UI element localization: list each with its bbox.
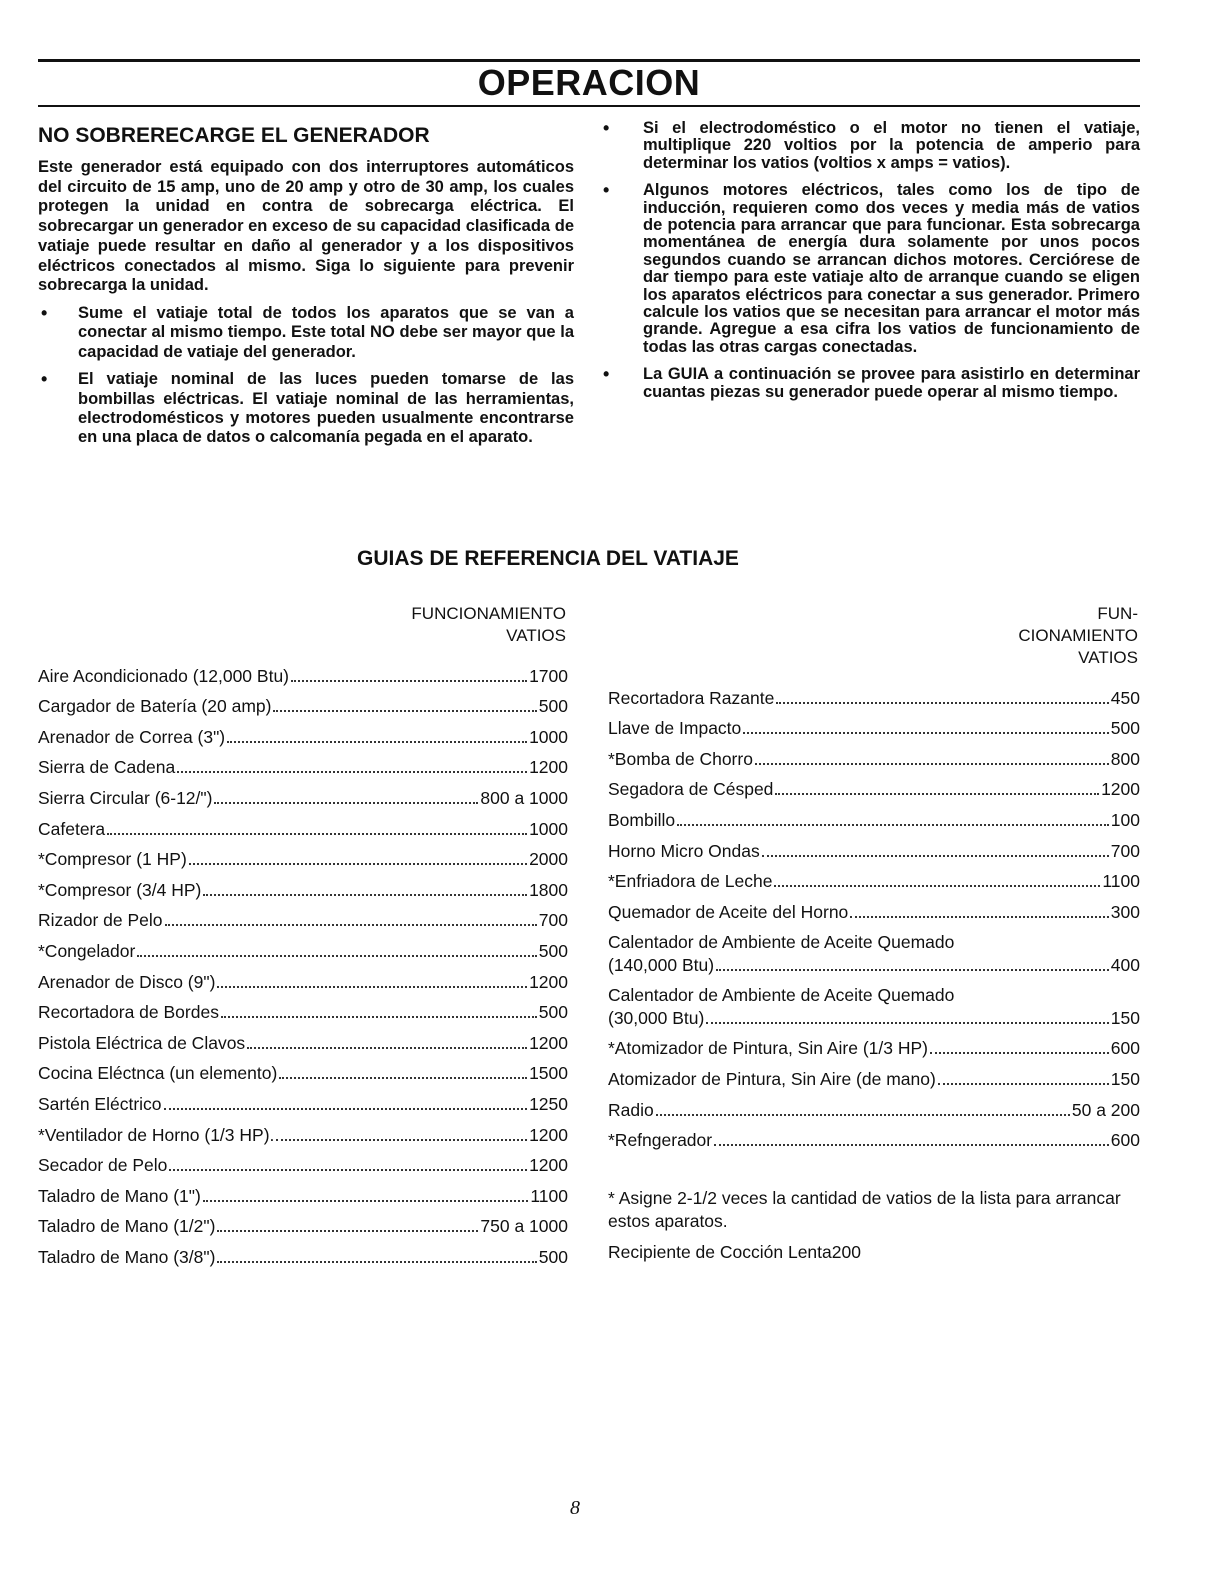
appliance-name: Recortadora Razante <box>608 687 775 708</box>
dot-leader <box>247 1047 527 1049</box>
bullet-item: • Algunos motores eléctricos, tales como los de tipo de inducción, requieren como dos veces y media más de vatios de potencia para arrancar que para funcionar. Esta sobrecarga momentánea de energía dura solamente por unos pocos segundos cuando se arrancan dichos motores. Cerciórese de dar tiempo para este vatiaje alto de arranque cuando se eligen los aparatos eléctricos para conectar a sus generador. Primero calcule los vatios que se necesitan para arrancar el motor más grande. Agregue a esa cifra los vatios de funcionamiento de todas las otras cargas conectadas. <box>603 180 1140 356</box>
dot-leader <box>291 680 527 682</box>
watts-value: 1250 <box>529 1093 568 1114</box>
dot-leader <box>165 924 537 926</box>
wattage-row <box>38 718 568 749</box>
appliance-name: Taladro de Mano (1/2") <box>38 1216 216 1237</box>
wattage-row <box>608 1122 1140 1153</box>
dot-leader <box>755 763 1109 765</box>
watts-value: 500 <box>538 696 568 717</box>
watts-value: 450 <box>1110 687 1140 708</box>
wattage-row <box>608 863 1140 894</box>
appliance-name: Sartén Eléctrico <box>38 1093 162 1114</box>
wattage-row <box>608 1091 1140 1122</box>
wattage-row <box>38 1024 568 1055</box>
overload-heading: NO SOBRERECARGE EL GENERADOR <box>38 124 430 147</box>
appliance-name: *Congelador <box>38 940 136 961</box>
bullet-icon: • <box>41 302 48 323</box>
wattage-row <box>608 710 1140 741</box>
bullet-item: • El vatiaje nominal de las luces pueden tomarse de las bombillas eléctricas. El vatiaje nominal de las herramientas, electrodomésticos y motores pueden usualmente encontrarse en una placa de datos o calcomanía pegada en el aparato. <box>41 369 574 447</box>
appliance-name: Recortadora de Bordes <box>38 1002 219 1023</box>
appliance-name: Rizador de Pelo <box>38 910 163 931</box>
left-column-header: FUNCIONAMIENTO VATIOS <box>411 604 566 645</box>
dot-leader <box>203 1200 529 1202</box>
bullet-icon: • <box>603 118 610 138</box>
wattage-row <box>38 779 568 810</box>
wattage-row <box>38 1177 568 1208</box>
wattage-row <box>38 871 568 902</box>
wattage-row <box>608 924 1140 977</box>
appliance-name: Quemador de Aceite del Horno <box>608 901 849 922</box>
dot-leader <box>775 793 1099 795</box>
dot-leader <box>221 1016 537 1018</box>
watts-value: 700 <box>1110 840 1140 861</box>
dot-leader <box>273 710 536 712</box>
dot-leader <box>169 1169 527 1171</box>
watts-value: 1100 <box>530 1185 568 1206</box>
dot-leader <box>189 863 527 865</box>
bullet-icon: • <box>603 180 610 201</box>
watts-value: 1800 <box>529 879 568 900</box>
dot-leader <box>203 894 527 896</box>
watts-value: 100 <box>1110 809 1140 830</box>
watts-value: 1200 <box>1101 779 1140 800</box>
extra-item: Recipiente de Cocción Lenta200 <box>608 1242 861 1262</box>
wattage-row <box>608 1060 1140 1091</box>
watts-value: 1200 <box>529 1032 568 1053</box>
watts-value: 500 <box>538 1246 568 1267</box>
appliance-name: *Refngerador <box>608 1130 713 1151</box>
watts-value: 150 <box>1110 1068 1140 1089</box>
wattage-row <box>608 832 1140 863</box>
wattage-row <box>38 1238 568 1269</box>
appliance-name: Taladro de Mano (1") <box>38 1185 201 1206</box>
watts-value: 50 a 200 <box>1071 1099 1140 1120</box>
appliance-name: Atomizador de Pintura, Sin Aire (de mano) <box>608 1068 936 1089</box>
appliance-name: Sierra de Cadena <box>38 757 176 778</box>
watts-value: 1200 <box>529 1155 568 1176</box>
dot-leader <box>137 955 537 957</box>
watts-value: 700 <box>538 910 568 931</box>
wattage-row <box>38 932 568 963</box>
appliance-name: Arenador de Correa (3") <box>38 726 226 747</box>
bullet-item: • Sume el vatiaje total de todos los aparatos que se van a conectar al mismo tiempo. Este total NO debe ser mayor que la capacidad de vatiaje del generador. <box>41 302 574 361</box>
wattage-row <box>38 1208 568 1239</box>
wattage-row <box>38 902 568 933</box>
wattage-row <box>38 1147 568 1178</box>
page-title: OPERACION <box>477 62 701 103</box>
dot-leader <box>714 1144 1109 1146</box>
watts-value: 400 <box>1110 954 1140 975</box>
appliance-name: Cocina Eléctnca (un elemento) <box>38 1063 278 1084</box>
left-wattage-list <box>38 657 568 1269</box>
overload-intro: Este generador está equipado con dos interruptores automáticos del circuito de 15 amp, uno de 20 amp y otro de 30 amp, los cuales protegen la unidad en contra de sobrecarga eléctrica. El sobrecargar un generador en exceso de su capacidad clasificada de vatiaje puede resultar en daño al generador y a los dispositivos eléctricos conectados al mismo. Siga lo siguiente para prevenir sobrecarga la unidad. <box>38 158 574 295</box>
wattage-row <box>608 977 1140 1030</box>
watts-value: 800 a 1000 <box>480 787 568 808</box>
watts-value: 1000 <box>529 818 568 839</box>
dot-leader <box>850 916 1109 918</box>
appliance-name: Pistola Eléctrica de Clavos <box>38 1032 246 1053</box>
appliance-name: Arenador de Disco (9") <box>38 971 216 992</box>
watts-value: 300 <box>1110 901 1140 922</box>
watts-value: 150 <box>1110 1007 1140 1028</box>
overload-right-column <box>600 120 1140 411</box>
dot-leader <box>227 741 527 743</box>
dot-leader <box>656 1114 1070 1116</box>
wattage-row <box>608 679 1140 710</box>
watts-value: 1200 <box>529 1124 568 1145</box>
bullet-item: • Si el electrodoméstico o el motor no tienen el vatiaje, multiplique 220 voltios por la potencia de amperio para determinar los vatios (voltios x amps = vatios). <box>603 118 1140 172</box>
dot-leader <box>677 824 1109 826</box>
bullet-icon: • <box>603 364 610 385</box>
watts-value: 1100 <box>1102 871 1140 892</box>
appliance-name: *Enfriadora de Leche <box>608 871 773 892</box>
watts-value: 1700 <box>529 665 568 686</box>
dot-leader <box>743 732 1109 734</box>
wattage-row <box>38 688 568 719</box>
dot-leader <box>279 1077 527 1079</box>
appliance-name: Taladro de Mano (3/8") <box>38 1246 216 1267</box>
watts-value: 1000 <box>529 726 568 747</box>
watts-value: 800 <box>1110 748 1140 769</box>
dot-leader <box>214 802 478 804</box>
guide-title: GUIAS DE REFERENCIA DEL VATIAJE <box>357 547 739 570</box>
wattage-row <box>608 1030 1140 1061</box>
appliance-name: *Compresor (3/4 HP) <box>38 879 202 900</box>
appliance-name: Cafetera <box>38 818 106 839</box>
overload-left-column <box>38 120 574 456</box>
appliance-name: Segadora de Césped <box>608 779 774 800</box>
wattage-row <box>38 994 568 1025</box>
bullet-item: • La GUIA a continuación se provee para asistirlo en determinar cuantas piezas su generador puede operar al mismo tiempo. <box>603 364 1140 401</box>
dot-leader <box>930 1052 1109 1054</box>
watts-value: 1200 <box>529 971 568 992</box>
wattage-row <box>38 1085 568 1116</box>
wattage-row <box>38 1116 568 1147</box>
wattage-row <box>608 893 1140 924</box>
dot-leader <box>776 702 1108 704</box>
left-bullet-list <box>38 304 574 448</box>
dot-leader <box>217 1261 536 1263</box>
dot-leader <box>774 885 1100 887</box>
wattage-row <box>38 810 568 841</box>
wattage-row <box>608 771 1140 802</box>
appliance-name: Horno Micro Ondas <box>608 840 760 861</box>
dot-leader <box>164 1108 528 1110</box>
title-bottom-rule <box>38 105 1140 107</box>
appliance-name: *Bomba de Chorro <box>608 748 753 769</box>
appliance-name: *Atomizador de Pintura, Sin Aire (1/3 HP) <box>608 1038 929 1059</box>
dot-leader <box>177 771 527 773</box>
appliance-name: Llave de Impacto <box>608 718 742 739</box>
dot-leader <box>276 1139 527 1141</box>
appliance-name-line1: Calentador de Ambiente de Aceite Quemado <box>608 931 955 952</box>
dot-leader <box>107 833 527 835</box>
wattage-row <box>608 801 1140 832</box>
page-number: 8 <box>570 1497 580 1519</box>
watts-value: 500 <box>538 1002 568 1023</box>
right-wattage-list <box>608 679 1140 1152</box>
appliance-name: Cargador de Batería (20 amp) <box>38 696 272 717</box>
wattage-row <box>38 1055 568 1086</box>
appliance-name: Secador de Pelo <box>38 1155 168 1176</box>
watts-value: 600 <box>1110 1130 1140 1151</box>
dot-leader <box>938 1083 1109 1085</box>
appliance-name: *Ventilador de Horno (1/3 HP). <box>38 1124 275 1145</box>
appliance-name: (30,000 Btu) <box>608 1007 705 1028</box>
appliance-name: Bombillo <box>608 809 676 830</box>
right-column-header: FUN- CIONAMIENTO VATIOS <box>1018 604 1138 667</box>
watts-value: 1200 <box>529 757 568 778</box>
wattage-row <box>38 841 568 872</box>
bullet-icon: • <box>41 369 48 390</box>
watts-value: 500 <box>538 940 568 961</box>
appliance-name: *Compresor (1 HP) <box>38 849 187 870</box>
starting-note: * Asigne 2-1/2 veces la cantidad de vatios de la lista para arrancar estos aparatos. <box>608 1188 1121 1231</box>
wattage-row <box>38 963 568 994</box>
watts-value: 750 a 1000 <box>480 1216 568 1237</box>
wattage-row <box>608 740 1140 771</box>
watts-value: 2000 <box>529 849 568 870</box>
right-bullet-list <box>600 120 1140 401</box>
dot-leader <box>706 1022 1108 1024</box>
dot-leader <box>217 1230 478 1232</box>
watts-value: 600 <box>1110 1038 1140 1059</box>
dot-leader <box>762 855 1109 857</box>
dot-leader <box>716 969 1109 971</box>
appliance-name: Radio <box>608 1099 654 1120</box>
appliance-name-line1: Calentador de Ambiente de Aceite Quemado <box>608 984 955 1005</box>
watts-value: 1500 <box>529 1063 568 1084</box>
watts-value: 500 <box>1110 718 1140 739</box>
wattage-row <box>38 749 568 780</box>
wattage-row <box>38 657 568 688</box>
dot-leader <box>217 986 527 988</box>
appliance-name: Aire Acondicionado (12,000 Btu) <box>38 665 289 686</box>
appliance-name: (140,000 Btu) <box>608 954 715 975</box>
appliance-name: Sierra Circular (6-12/") <box>38 787 213 808</box>
